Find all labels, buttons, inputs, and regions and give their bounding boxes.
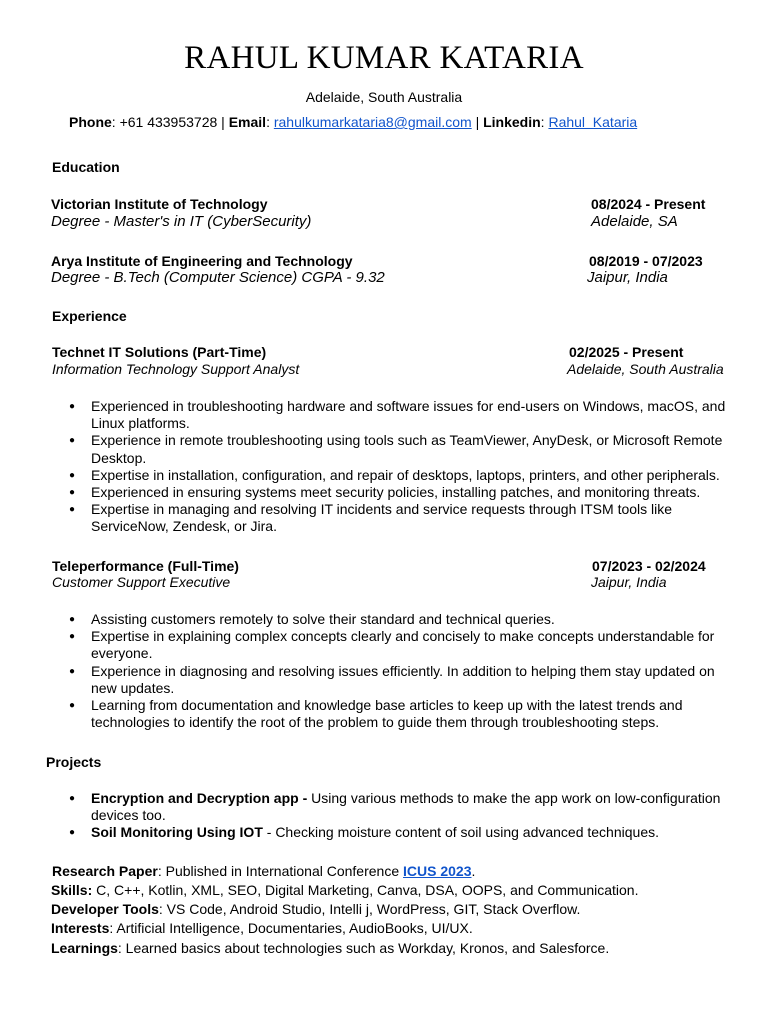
job-bullets bbox=[69, 398, 729, 536]
list-item: ● Experience in diagnosing and resolving issues efficiently. In addition to helping them stay updated on new updates. bbox=[69, 663, 719, 697]
list-item bbox=[69, 790, 729, 824]
learnings-text: : Learned basics about technologies such as Workday, Kronos, and Salesforce. bbox=[117, 940, 610, 956]
linkedin-link[interactable]: Rahul Kataria bbox=[548, 114, 638, 130]
experience-heading: Experience bbox=[52, 308, 127, 324]
project-desc: - Checking moisture content of soil using advanced techniques. bbox=[262, 824, 659, 841]
education-institution: Arya Institute of Engineering and Technology bbox=[51, 253, 353, 269]
job-company: Teleperformance (Full-Time) bbox=[52, 558, 239, 574]
linkedin-label: Linkedin bbox=[483, 114, 541, 130]
project-title: Soil Monitoring Using IOT bbox=[91, 824, 263, 841]
job-company: Technet IT Solutions (Part-Time) bbox=[52, 344, 267, 360]
list-item: ● Experience in remote troubleshooting using tools such as TeamViewer, AnyDesk, or Microsoft Remote Desktop. bbox=[69, 432, 729, 466]
list-item bbox=[69, 824, 729, 841]
education-heading: Education bbox=[52, 159, 120, 175]
skills-text: C, C++, Kotlin, XML, SEO, Digital Marketing, Canva, DSA, OOPS, and Communication. bbox=[92, 882, 639, 898]
education-dates: 08/2024 - Present bbox=[591, 196, 706, 212]
learnings-label: Learnings bbox=[51, 940, 118, 956]
project-title: Encryption and Decryption app - bbox=[91, 790, 308, 806]
tools-label: Developer Tools bbox=[51, 901, 159, 917]
candidate-location: Adelaide, South Australia bbox=[305, 89, 463, 105]
job-bullets bbox=[69, 611, 719, 731]
project-desc: Using various methods to make the app work on low-configuration devices too. bbox=[91, 790, 721, 824]
email-label: Email bbox=[228, 114, 267, 130]
skills-line bbox=[51, 882, 638, 898]
education-location: Adelaide, SA bbox=[591, 213, 678, 230]
job-dates: 02/2025 - Present bbox=[569, 344, 684, 360]
interests-label: Interests bbox=[51, 920, 110, 936]
email-link[interactable]: rahulkumarkataria8@gmail.com bbox=[273, 114, 472, 130]
education-location: Jaipur, India bbox=[587, 269, 668, 286]
research-text: : Published in International Conference bbox=[157, 863, 404, 879]
list-item: ● Experienced in ensuring systems meet security policies, installing patches, and monitoring threats. bbox=[69, 484, 729, 501]
learnings-line bbox=[51, 940, 609, 956]
job-location: Jaipur, India bbox=[591, 574, 667, 590]
education-dates: 08/2019 - 07/2023 bbox=[589, 253, 703, 269]
phone-value: +61 433953728 bbox=[119, 114, 218, 130]
list-item: ● Learning from documentation and knowledge base articles to keep up with the latest trends and technologies to identify the root of the problem to guide them through troubleshooting steps. bbox=[69, 697, 719, 731]
list-item: ● Experienced in troubleshooting hardware and software issues for end-users on Windows, macOS, and Linux platforms. bbox=[69, 398, 729, 432]
projects-heading: Projects bbox=[46, 754, 102, 770]
education-degree: Degree - Master's in IT (CyberSecurity) bbox=[51, 213, 312, 230]
research-end: . bbox=[471, 863, 476, 879]
job-dates: 07/2023 - 02/2024 bbox=[592, 558, 706, 574]
contact-line: Phone: +61 433953728 | Email: rahulkumarkataria8@gmail.com | Linkedin: Rahul Kataria bbox=[69, 114, 638, 130]
list-item: ● Expertise in installation, configuration, and repair of desktops, laptops, printers, and other peripherals. bbox=[69, 467, 729, 484]
phone-label: Phone bbox=[69, 114, 112, 130]
tools-line bbox=[51, 901, 580, 917]
project-list bbox=[69, 790, 729, 842]
interests-line bbox=[51, 920, 473, 936]
list-item: ● Expertise in managing and resolving IT incidents and service requests through ITSM tools like ServiceNow, Zendesk, or Jira. bbox=[69, 501, 729, 535]
education-institution: Victorian Institute of Technology bbox=[51, 196, 268, 212]
candidate-name: RAHUL KUMAR KATARIA bbox=[184, 40, 584, 76]
tools-text: : VS Code, Android Studio, Intelli j, WordPress, GIT, Stack Overflow. bbox=[158, 901, 581, 917]
skills-label: Skills: bbox=[51, 882, 93, 898]
job-role: Information Technology Support Analyst bbox=[52, 361, 300, 377]
interests-text: : Artificial Intelligence, Documentaries, AudioBooks, UI/UX. bbox=[109, 920, 473, 936]
research-label: Research Paper bbox=[52, 863, 158, 879]
job-role: Customer Support Executive bbox=[52, 574, 231, 590]
icus-link[interactable]: ICUS 2023 bbox=[403, 863, 472, 879]
research-line bbox=[52, 863, 475, 879]
list-item: ● Assisting customers remotely to solve their standard and technical queries. bbox=[69, 611, 719, 628]
job-location: Adelaide, South Australia bbox=[567, 361, 724, 377]
list-item: ● Expertise in explaining complex concepts clearly and concisely to make concepts understandable for everyone. bbox=[69, 628, 719, 662]
education-degree: Degree - B.Tech (Computer Science) CGPA - 9.32 bbox=[51, 269, 385, 286]
